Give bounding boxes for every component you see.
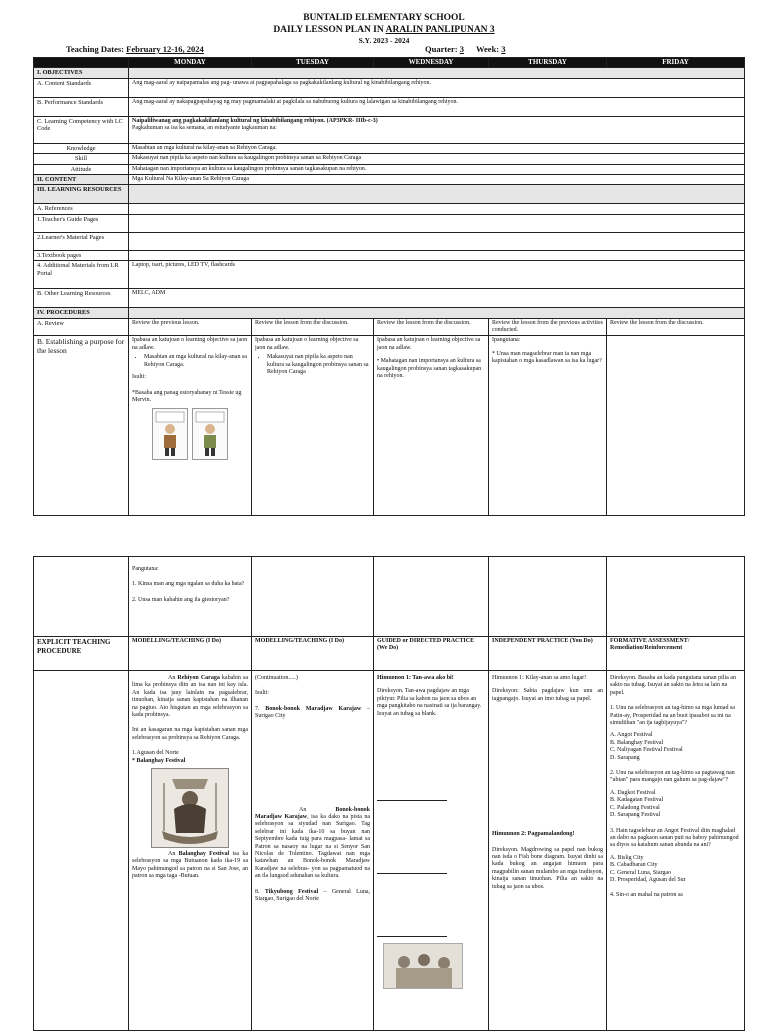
fri-q1-option: A. Angot Festival — [610, 732, 653, 739]
tue-continuation: (Continuation.....) — [255, 675, 298, 681]
day-thursday: THURSDAY — [489, 58, 607, 68]
fri-q3-option: D. Prosperidad, Agusan del Sur — [610, 876, 686, 883]
formative-assessment-friday — [607, 671, 745, 1031]
questions-heading: Pangutana: — [132, 566, 159, 572]
mon-balanghay-bold: Balanghay Festival — [178, 851, 230, 858]
modelling-tuesday — [252, 671, 374, 1031]
fri-q3-option: B. Cabadbaran City — [610, 862, 658, 869]
purpose-monday — [129, 336, 252, 516]
balanghay-festival-photo — [151, 768, 229, 848]
col-modelling-tue: MODELLING/TEACHING (I Do) — [252, 637, 374, 671]
mon-festival-1: * Balanghay Festival — [132, 757, 186, 764]
purpose-wed-bullet: • Mahatagan nan importansya an kultura sa kaugalingon probinsya sanan tagkasakupan na rehiyon. — [377, 358, 482, 380]
purpose-tuesday — [252, 336, 374, 516]
fri-question-2: 2. Unu na selebrasyon an tag-himo sa pagtawag nan "ubian" para mangajo nan gahum sa pag-dajaw"? — [610, 770, 735, 784]
day-header-row — [34, 58, 745, 68]
plan-subject: ARALIN PANLIPUNAN 3 — [385, 25, 495, 35]
purpose-mon-bullet: • Masabtan an mga kultural na kilay-anan sa Rehiyon Caraga. — [144, 354, 248, 369]
review-monday: Review the previous lesson. — [129, 318, 252, 336]
mon-intro-bold: Rehiyon Caraga — [177, 675, 220, 681]
fri-q2-option: D. Sarapang Festival — [610, 812, 661, 819]
purpose-mon-intro: Ipabasa an katujoan o learning objective sa jaon na adlaw. — [132, 337, 248, 351]
procedures-heading: IV. PROCEDURES — [34, 308, 129, 318]
tue-festival-7-pre: 7. — [255, 705, 266, 712]
fri-q1-option: B. Balanghay Festival — [610, 739, 664, 746]
knowledge-text: Masabtan an mga kultural na kilay-anan sa Rehiyon Caraga. — [129, 143, 745, 153]
independent-practice-thursday — [489, 671, 607, 1031]
fri-question-3: 3. Hain tagselebrar an Angot Festival diin maghalad an dabo na pagkaon sanan puti na baboy pahimungod sa diyos sa katahum sanan abunda na ani? — [610, 827, 739, 849]
corner-cell — [34, 58, 129, 68]
skill-label: Skill — [34, 154, 129, 164]
fri-q3-option: A. Bislig City — [610, 854, 644, 861]
guided-practice-wednesday — [374, 671, 489, 1031]
review-label: A. Review — [34, 318, 129, 336]
fri-question-4: 4. Sin-o an mahal na patron sa — [610, 892, 683, 899]
thu-activity-1-directions: Direksyon: Sabta pagdajaw kun unu an tagpangajo. Isuyat an imo tubag sa papel. — [492, 688, 603, 702]
plan-prefix: DAILY LESSON PLAN IN — [273, 25, 386, 35]
fri-q1-option: D. Sarapang — [610, 754, 640, 761]
tue-festival-7-text: – Surigao City — [255, 705, 371, 720]
wed-directions: Direksyon. Tan-awa pagdajaw an mga piktyur. Pilia sa kahon na jaon sa ubos an mga pangkitabo na nasinati sa ija barangay. Isuyat an tubag sa blank. — [377, 688, 482, 717]
references-label: A. References — [34, 204, 129, 214]
lc-code-line: Naipaliliwanag ang pagkakakilanlang kultural ng kinabibilangang rehiyon. (AP3PKR- IIIb-c-3) — [132, 117, 378, 124]
performance-standard-label: B. Performance Standards — [34, 97, 129, 116]
tue-festival-8-bold: Tikyubong Festival — [264, 888, 319, 895]
learners-material-label: 2.Learner's Material Pages — [34, 232, 129, 250]
lesson-plan-table-page-2 — [33, 556, 745, 1031]
col-formative-assessment: FORMATIVE ASSESSMENT/ Remediation/Reinforcement — [607, 637, 745, 671]
mon-paragraph-2: Ini an kasagaran na mga kapistahan sanan mga selebrasyon sa probinsya sa Rehiyon Caraga. — [132, 727, 248, 741]
fri-q3-options — [610, 855, 741, 885]
mon-balanghay — [132, 851, 248, 881]
content-text: Mga Kultural Na Kilay-anan Sa Rehiyon Caraga — [129, 175, 745, 185]
dates-value: February 12-16, 2024 — [126, 44, 204, 54]
student-figure-right — [192, 408, 228, 460]
fri-question-1: 1. Unu na selebrasyon an tag-himo sa mga lumad sa Patin-ay, Prosperidad na an buot ipasabot sa ini na simultihan "an ija tagbijayuya"? — [610, 705, 735, 727]
purpose-thursday — [489, 336, 607, 516]
purpose-mon-isulti: Isulti: — [132, 374, 147, 381]
resources-heading: III. LEARNING RESOURCES — [34, 185, 129, 204]
answer-blank-2[interactable] — [377, 861, 447, 874]
tue-festival-8 — [255, 889, 370, 904]
purpose-tue-intro: Ipabasa an katujoan o learning objective sa jaon na adlaw. — [255, 337, 359, 351]
quarter-label: Quarter: — [425, 44, 460, 54]
col-guided-practice: GUIDED or DIRECTED PRACTICE (We Do) — [374, 637, 489, 671]
thu-activity-1-heading: Himuunon 1: Kilay-anan sa amo lugar! — [492, 675, 587, 681]
purpose-friday — [607, 336, 745, 516]
mon-balanghay-pre: An — [168, 851, 179, 858]
review-thursday: Review the lesson from the previous activities conducted. — [489, 318, 607, 336]
fri-q3-option: C. General Luna, Siargao — [610, 869, 672, 876]
skill-text: Makasuyat nan pipila ka aspeto nan kultura sa kaugalingon probinsya sanan sa Rehiyon Caraga — [129, 154, 745, 164]
tue-bonok-bold: Bonok-bonok Maradjaw Karajaw — [255, 806, 370, 821]
question-2: 2. Unsa man kabahin ang ila giestoryan? — [132, 596, 230, 603]
explicit-teaching-label: EXPLICIT TEACHING PROCEDURE — [34, 637, 129, 671]
tue-isulti: Isulti: — [255, 690, 270, 697]
fri-q1-options — [610, 732, 741, 762]
other-resources-label: B. Other Learning Resources — [34, 289, 129, 308]
purpose-thu-question: * Unsa man magselebrar man ta nan mga kapistahan o mga kasadlawan sa isa ka lugar? — [492, 350, 602, 365]
purpose-thu-intro: Ipangutana: — [492, 337, 521, 344]
tue-bonok-pre: An — [299, 806, 336, 813]
mon-province-1: 1.Agusan del Norte — [132, 750, 179, 757]
purpose-wednesday — [374, 336, 489, 516]
teaching-dates — [66, 44, 204, 54]
purpose-tue-bullet: • Makasuyat nan pipila ka aspeto nan kultura sa kaugalingon probinsya sanan sa Rehiyon Caraga — [267, 354, 370, 376]
textbook-label: 3.Textbook pages — [34, 250, 129, 260]
content-standard-text: Ang mag-aaral ay naipapamalas ang pag- unawa at pagpapahalaga sa pagkakakilanlang kultural ng kinabibilangang rehiyon. — [129, 78, 745, 97]
wed-activity-heading: Himuonon 1: Tan-awa ako bi! — [377, 675, 454, 681]
other-resources-text: MELC, ADM — [129, 289, 745, 308]
quarter-value: 3 — [459, 44, 464, 54]
tue-festival-8-text: – General Luna, Siargao, Surigao del Norte — [255, 888, 370, 903]
lc-intro-line: Pagkahuman sa isa ka semana, an estudyante tagkauman na: — [132, 125, 277, 132]
question-1: 1. Kinsa man ang mga ngalan sa duha ka bata? — [132, 581, 245, 588]
mon-intro — [132, 675, 248, 719]
attitude-text: Mahatagan nan importansya an kultura sa kaugalingon probinsya sanan tagkasakupan na rehiyon. — [129, 164, 745, 174]
mon-intro-pre: An — [168, 675, 178, 681]
fri-q1-option: C. Naliyagan Festival Festival — [610, 747, 683, 754]
tue-bonok-text: , isa ka dako na pista na selebrasyon sa siyudad nan Surigao. Tag selebrar ini kada ika-10 sa buyan nan Septyembre kada tuig para magpasa- lamat sa Patron sa nasaoy na lugar na si Senyor San Nicolas de Tolentino. Tagdawat nan mga katawhan an Bonok-bonok Maradjaw Karadjaw na selebras- yon sa pagpamatuod na an ila lungsod adunahan sa kultura. — [255, 814, 371, 880]
tue-festival-7-bold: Bonok-bonok Maradjaw Karajaw — [265, 705, 362, 712]
purpose-mon-story: *Basaha ang panag estoryahanay ni Tessie ug Mervin. — [132, 389, 242, 403]
conversation-illustration — [132, 408, 248, 460]
day-tuesday: TUESDAY — [252, 58, 374, 68]
col-independent-practice: INDEPENDENT PRACTICE (You Do) — [489, 637, 607, 671]
week — [476, 44, 506, 54]
fri-q2-option: C. Paladong Festival — [610, 804, 660, 811]
fri-q2-option: A. Dagkot Festival — [610, 789, 656, 796]
week-label: Week: — [476, 44, 502, 54]
thu-activity-2-heading: Himuunon 2: Pagpamalandong! — [492, 831, 575, 838]
fri-directions: Direksyon. Basaha an kada pangutana sanan pilia an sakto na tubag. Isuyat an sakto na letra sa lain na papel. — [610, 675, 736, 696]
day-monday: MONDAY — [129, 58, 252, 68]
objectives-heading: I. OBJECTIVES — [34, 68, 129, 78]
questions-cell — [129, 557, 252, 637]
day-wednesday: WEDNESDAY — [374, 58, 489, 68]
school-name: BUNTALID ELEMENTARY SCHOOL — [303, 13, 465, 23]
answer-blank-1[interactable] — [377, 788, 447, 801]
content-heading: II. CONTENT — [34, 175, 129, 185]
learning-competency-label: C. Learning Competency with LC Code — [34, 116, 129, 143]
day-friday: FRIDAY — [607, 58, 745, 68]
dates-label: Teaching Dates: — [66, 44, 127, 54]
attitude-label: Attitude — [34, 164, 129, 174]
lesson-plan-table-page-1 — [33, 57, 745, 516]
performance-standard-text: Ang mag-aaral ay nakapagpapahayag ng may pagmamalaki at pagkilala sa nabubuong kultura ng lalawigan sa kinabibilangang rehiyon. — [129, 97, 745, 116]
tue-bonok-description — [255, 807, 370, 881]
student-figure-left — [152, 408, 188, 460]
fri-q2-options — [610, 790, 741, 820]
quarter — [425, 44, 464, 54]
answer-blank-3[interactable] — [377, 924, 447, 937]
learning-competency-text — [129, 116, 745, 143]
review-tuesday: Review the lesson from the discussion. — [252, 318, 374, 336]
week-value: 3 — [501, 44, 506, 54]
mon-balanghay-text: isa ka selebrasyon sa mga Butuanon kada ika-19 sa Mayo pahimungod sa patron na si San Jose, an patron sa mga taga -Butuan. — [132, 851, 249, 880]
purpose-label: B. Establishing a purpose for the lesson — [34, 336, 129, 516]
additional-materials-label: 4. Additional Materials from LR Portal — [34, 261, 129, 289]
purpose-wed-intro: Ipabasa an katujoan o learning objective sa jaon na adlaw. — [377, 337, 481, 351]
fri-q2-option: B. Kadagatan Festival — [610, 797, 664, 804]
content-standard-label: A. Content Standards — [34, 78, 129, 97]
col-modelling-mon: MODELLING/TEACHING (I Do) — [129, 637, 252, 671]
review-wednesday: Review the lesson from the discussion. — [374, 318, 489, 336]
knowledge-label: Knowledge — [34, 143, 129, 153]
review-friday: Review the lesson from the discussion. — [607, 318, 745, 336]
school-year: S.Y. 2023 - 2024 — [358, 36, 410, 45]
teachers-guide-label: 1.Teacher's Guide Pages — [34, 214, 129, 232]
festival-photo — [383, 943, 463, 989]
tue-festival-8-pre: 8. — [255, 888, 265, 895]
additional-materials-text: Laptop, tsart, pictures, LED TV, flashcards — [129, 261, 745, 289]
thu-activity-2-directions: Direksyon. Magdrowing sa papel nan bukog nan isda o Fish bone diagram. Isuyat dinhi sa kada bukog an angajan himuon para magpabilin sanan mulambo an mga tradisyon, kinaija sanan tinuohan. Pilia an sakto na tubag sa jaon sa ubos. — [492, 846, 603, 890]
modelling-monday — [129, 671, 252, 1031]
mon-intro-text: kabahin sa lima ka probinsya diin an isa nan ini kay isla. An kada isa jauy lainlain na pagsalebrar, tinuohan, kinaija sanan kapistahan na ilhanan na pagtuo. Ato hisgutan an mga selebrasyon sa kada probinsya. — [132, 675, 248, 719]
tue-festival-7 — [255, 706, 370, 721]
